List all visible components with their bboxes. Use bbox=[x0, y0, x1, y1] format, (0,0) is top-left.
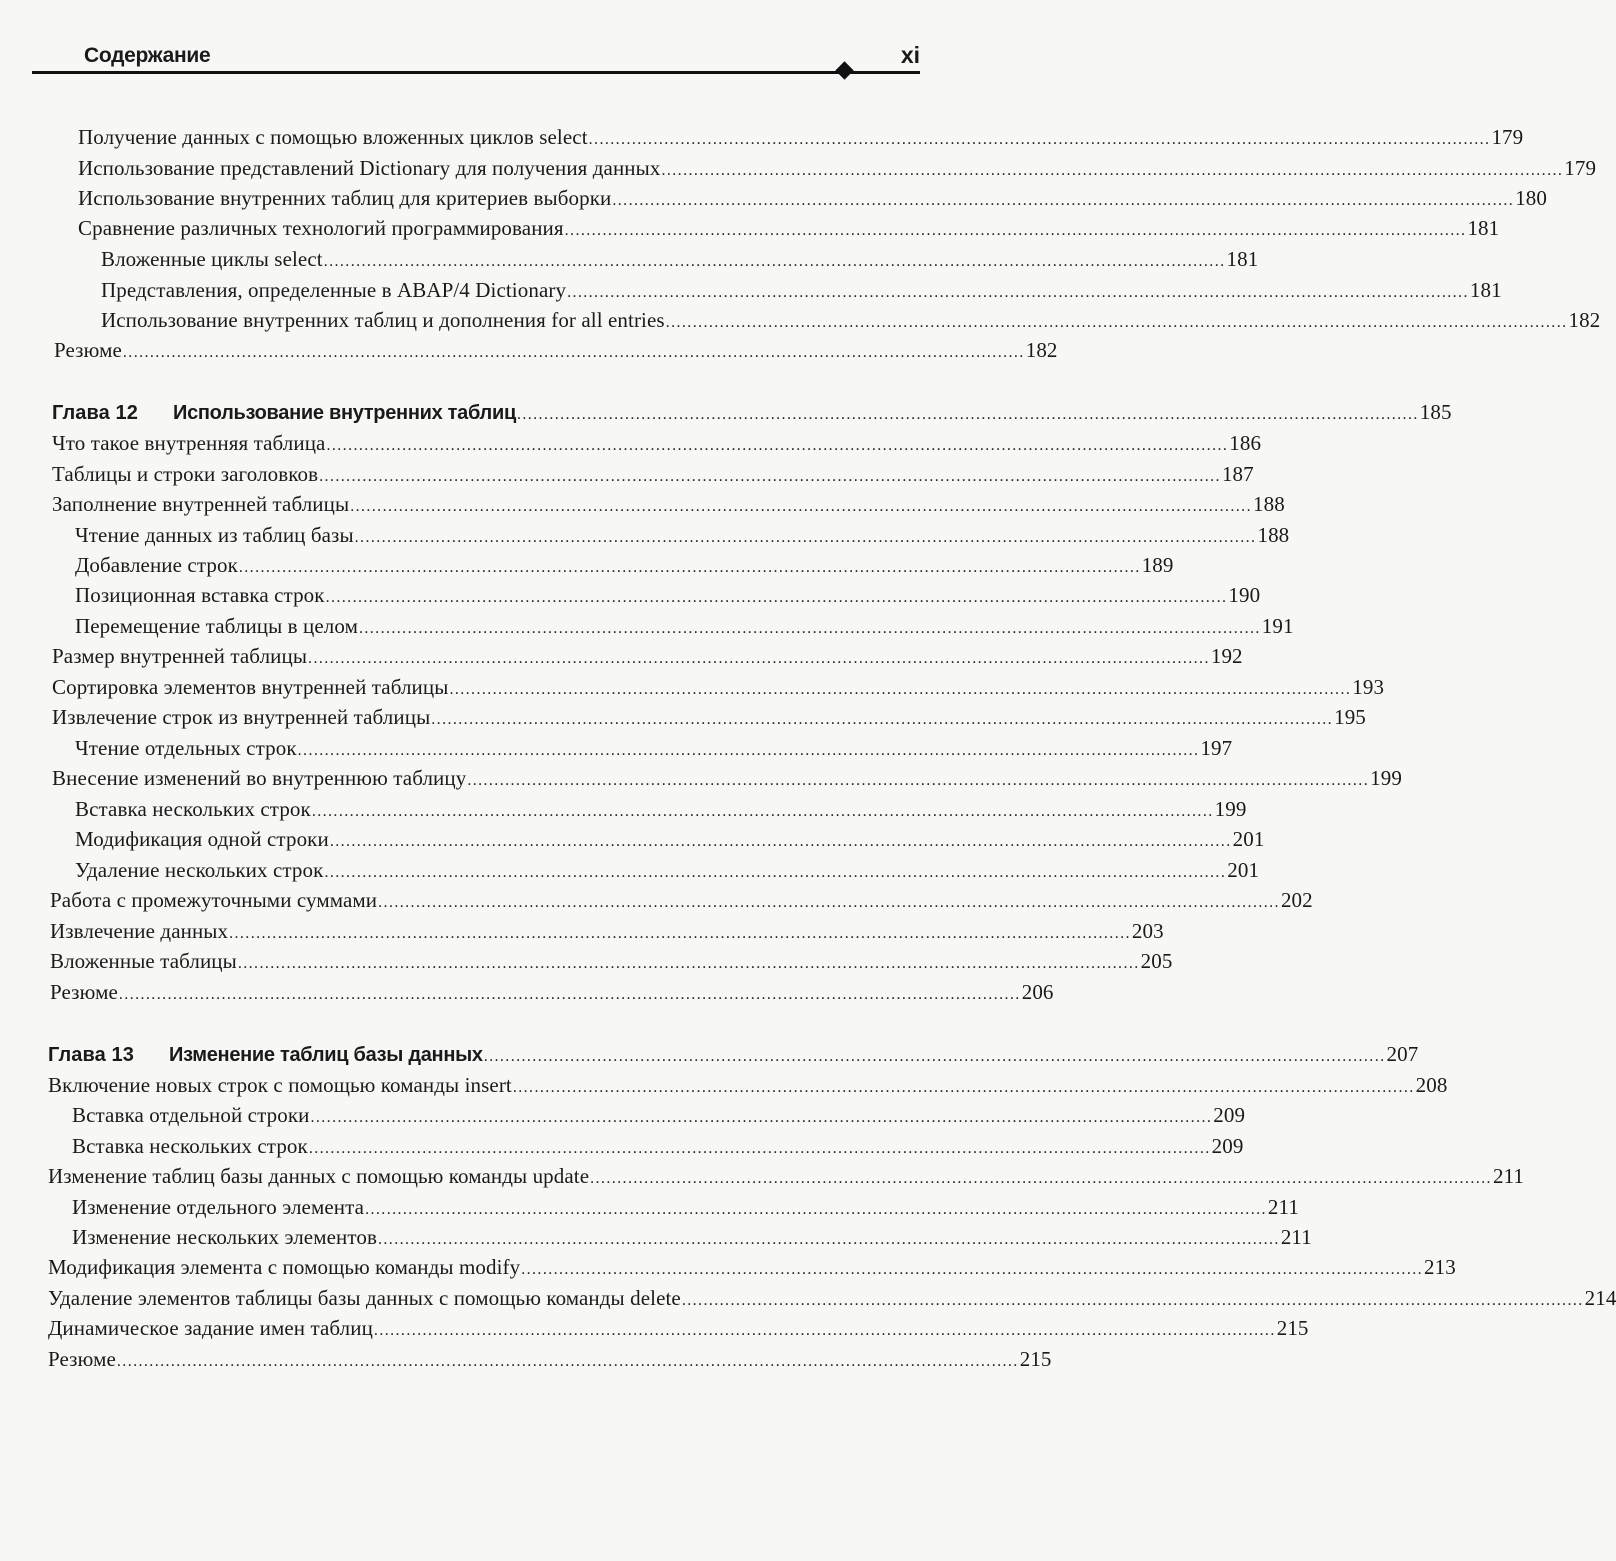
dot-leader: ....................................................................................................................................................................... bbox=[237, 955, 1140, 972]
toc-entry-page: 181 bbox=[1469, 278, 1502, 302]
toc-entry-title: Вложенные циклы select bbox=[101, 247, 323, 271]
toc-entry bbox=[52, 428, 1262, 458]
toc-entry-title: Удаление элементов таблицы базы данных с помощью команды delete bbox=[48, 1286, 681, 1310]
toc-entry-page: 213 bbox=[1424, 1255, 1456, 1279]
toc-entry bbox=[48, 1252, 1456, 1282]
toc-entry-page: 181 bbox=[1467, 216, 1500, 240]
chapter-number: Глава 13 bbox=[48, 1044, 134, 1066]
toc-entry bbox=[78, 183, 1547, 213]
toc-entry bbox=[50, 977, 1054, 1007]
toc-entry-page: 211 bbox=[1492, 1164, 1524, 1188]
dot-leader: ....................................................................................................................................................................... bbox=[449, 681, 1352, 698]
dot-leader: ....................................................................................................................................................................... bbox=[467, 772, 1370, 789]
toc-entry bbox=[78, 122, 1524, 152]
toc-entry-title: Изменение отдельного элемента bbox=[72, 1195, 365, 1219]
dot-leader: ....................................................................................................................................................................... bbox=[588, 131, 1491, 148]
toc-entry-title: Изменение таблиц базы данных с помощью команды update bbox=[48, 1164, 590, 1188]
toc-entry-title: Извлечение строк из внутренней таблицы bbox=[52, 705, 431, 729]
toc-entry-title: Использование представлений Dictionary для получения данных bbox=[78, 156, 661, 180]
dot-leader: ....................................................................................................................................................................... bbox=[308, 1140, 1211, 1157]
toc-entry-page: 182 bbox=[1025, 338, 1058, 362]
toc-entry-title: Изменение нескольких элементов bbox=[72, 1225, 377, 1249]
toc-entry-title: Перемещение таблицы в целом bbox=[75, 614, 358, 638]
toc-entry bbox=[48, 1283, 1616, 1313]
toc-entry-page: 193 bbox=[1352, 675, 1385, 699]
toc-entry-title: Резюме bbox=[54, 338, 122, 362]
toc-entry bbox=[72, 1222, 1312, 1252]
toc-entry-page: 199 bbox=[1370, 766, 1402, 790]
dot-leader: ....................................................................................................................................................................... bbox=[122, 344, 1025, 361]
toc-entry-page: 182 bbox=[1568, 308, 1601, 332]
dot-leader: ....................................................................................................................................................................... bbox=[116, 1353, 1019, 1370]
toc-entry-title: Динамическое задание имен таблиц bbox=[48, 1316, 373, 1340]
header-page-number: xi bbox=[900, 42, 920, 68]
toc-entry bbox=[75, 855, 1260, 885]
toc-entry bbox=[50, 946, 1173, 976]
toc-entry-page: 188 bbox=[1257, 523, 1290, 547]
dot-leader: ....................................................................................................................................................................... bbox=[681, 1292, 1584, 1309]
diamond-ornament-icon bbox=[835, 61, 853, 79]
toc-entry-title: Получение данных с помощью вложенных циклов select bbox=[78, 125, 588, 149]
dot-leader: ....................................................................................................................................................................... bbox=[310, 1109, 1213, 1126]
toc-entry-page: 208 bbox=[1415, 1073, 1448, 1097]
toc-entry bbox=[48, 1070, 1448, 1100]
toc-entry bbox=[52, 763, 1402, 793]
toc-entry bbox=[75, 733, 1233, 763]
toc-entry-page: 192 bbox=[1210, 644, 1243, 668]
dot-leader: ....................................................................................................................................................................... bbox=[326, 437, 1229, 454]
dot-leader: ....................................................................................................................................................................... bbox=[373, 1322, 1276, 1339]
toc-entry bbox=[52, 459, 1254, 489]
chapter-number: Глава 12 bbox=[52, 402, 138, 424]
dot-leader: ....................................................................................................................................................................... bbox=[521, 1261, 1424, 1278]
toc-entry bbox=[101, 305, 1601, 335]
toc-entry bbox=[48, 1313, 1309, 1343]
toc-entry-page: 186 bbox=[1229, 431, 1262, 455]
dot-leader: ....................................................................................................................................................................... bbox=[238, 559, 1141, 576]
toc-entry bbox=[50, 885, 1313, 915]
toc-entry-title: Сортировка элементов внутренней таблицы bbox=[52, 675, 449, 699]
toc-entry bbox=[75, 794, 1247, 824]
toc-entry-title: Работа с промежуточными суммами bbox=[50, 888, 378, 912]
toc-entry-title: Чтение отдельных строк bbox=[75, 736, 297, 760]
toc-entry bbox=[75, 580, 1261, 610]
toc-entry-title: Модификация элемента с помощью команды modify bbox=[48, 1255, 521, 1279]
toc-entry-page: 211 bbox=[1267, 1195, 1299, 1219]
toc-entry-title: Вложенные таблицы bbox=[50, 949, 237, 973]
toc-entry-title: Представления, определенные в ABAP/4 Dictionary bbox=[101, 278, 567, 302]
chapter-page: 207 bbox=[1386, 1042, 1419, 1066]
toc-entry bbox=[52, 489, 1285, 519]
toc-entry-title: Вставка нескольких строк bbox=[75, 797, 311, 821]
toc-entry-page: 195 bbox=[1334, 705, 1366, 729]
toc-entry-title: Позиционная вставка строк bbox=[75, 583, 325, 607]
toc-entry-title: Добавление строк bbox=[75, 553, 238, 577]
toc-entry-page: 179 bbox=[1564, 156, 1597, 180]
dot-leader: ....................................................................................................................................................................... bbox=[329, 833, 1232, 850]
toc-entry bbox=[78, 213, 1500, 243]
dot-leader: ....................................................................................................................................................................... bbox=[590, 1170, 1492, 1187]
dot-leader: ....................................................................................................................................................................... bbox=[324, 864, 1227, 881]
toc-entry-title: Резюме bbox=[50, 980, 118, 1004]
toc-entry-page: 209 bbox=[1211, 1134, 1244, 1158]
dot-leader: ....................................................................................................................................................................... bbox=[483, 1048, 1386, 1065]
toc-entry bbox=[75, 824, 1265, 854]
toc-entry-title: Использование внутренних таблиц для критериев выборки bbox=[78, 186, 612, 210]
dot-leader: ....................................................................................................................................................................... bbox=[354, 529, 1257, 546]
toc-entry-page: 206 bbox=[1021, 980, 1054, 1004]
dot-leader: ....................................................................................................................................................................... bbox=[665, 314, 1568, 331]
toc-entry-title: Таблицы и строки заголовков bbox=[52, 462, 319, 486]
dot-leader: ....................................................................................................................................................................... bbox=[431, 711, 1334, 728]
chapter-heading bbox=[48, 1039, 1419, 1071]
toc-entry-page: 191 bbox=[1261, 614, 1294, 638]
dot-leader: ....................................................................................................................................................................... bbox=[323, 253, 1226, 270]
toc-entry-page: 211 bbox=[1280, 1225, 1312, 1249]
chapter-page: 185 bbox=[1419, 400, 1452, 424]
toc-entry-title: Размер внутренней таблицы bbox=[52, 644, 308, 668]
toc-entry-page: 215 bbox=[1019, 1347, 1052, 1371]
toc-entry bbox=[48, 1344, 1052, 1374]
dot-leader: ....................................................................................................................................................................... bbox=[567, 284, 1469, 301]
header-rule bbox=[32, 71, 920, 74]
toc-entry bbox=[75, 550, 1174, 580]
toc-entry-page: 197 bbox=[1200, 736, 1233, 760]
toc-entry-page: 201 bbox=[1232, 827, 1265, 851]
dot-leader: ....................................................................................................................................................................... bbox=[311, 803, 1214, 820]
dot-leader: ....................................................................................................................................................................... bbox=[516, 406, 1419, 423]
dot-leader: ....................................................................................................................................................................... bbox=[358, 620, 1261, 637]
toc-entry-page: 201 bbox=[1227, 858, 1260, 882]
dot-leader: ....................................................................................................................................................................... bbox=[378, 1231, 1280, 1248]
dot-leader: ....................................................................................................................................................................... bbox=[325, 589, 1228, 606]
dot-leader: ....................................................................................................................................................................... bbox=[612, 192, 1515, 209]
toc-entry bbox=[48, 1161, 1524, 1191]
chapter-title: Использование внутренних таблиц bbox=[173, 402, 516, 424]
toc-entry-page: 203 bbox=[1131, 919, 1164, 943]
toc-entry-title: Внесение изменений во внутреннюю таблицу bbox=[52, 766, 467, 790]
toc-entry-title: Использование внутренних таблиц и дополнения for all entries bbox=[101, 308, 665, 332]
toc-entry bbox=[75, 611, 1294, 641]
dot-leader: ....................................................................................................................................................................... bbox=[350, 498, 1252, 515]
toc-entry bbox=[54, 335, 1058, 365]
toc-entry-title: Что такое внутренняя таблица bbox=[52, 431, 326, 455]
toc-entry-title: Резюме bbox=[48, 1347, 116, 1371]
toc-entry-page: 215 bbox=[1276, 1316, 1309, 1340]
toc-entry bbox=[78, 153, 1597, 183]
dot-leader: ....................................................................................................................................................................... bbox=[229, 925, 1131, 942]
toc-entry-title: Заполнение внутренней таблицы bbox=[52, 492, 350, 516]
toc-entry-page: 199 bbox=[1214, 797, 1247, 821]
toc-entry-title: Извлечение данных bbox=[50, 919, 229, 943]
dot-leader: ....................................................................................................................................................................... bbox=[661, 162, 1564, 179]
dot-leader: ....................................................................................................................................................................... bbox=[319, 468, 1221, 485]
toc-entry-page: 181 bbox=[1226, 247, 1259, 271]
toc-entry-page: 202 bbox=[1280, 888, 1313, 912]
toc-entry bbox=[72, 1131, 1244, 1161]
chapter-title: Изменение таблиц базы данных bbox=[169, 1044, 483, 1066]
dot-leader: ....................................................................................................................................................................... bbox=[365, 1201, 1267, 1218]
toc-entry-page: 187 bbox=[1221, 462, 1254, 486]
dot-leader: ....................................................................................................................................................................... bbox=[297, 742, 1200, 759]
toc-entry-title: Модификация одной строки bbox=[75, 827, 329, 851]
toc-entry-title: Вставка нескольких строк bbox=[72, 1134, 308, 1158]
toc-entry bbox=[52, 641, 1243, 671]
chapter-heading bbox=[52, 397, 1452, 429]
page-header bbox=[32, 40, 920, 80]
dot-leader: ....................................................................................................................................................................... bbox=[118, 986, 1021, 1003]
toc-entry-title: Включение новых строк с помощью команды insert bbox=[48, 1073, 512, 1097]
toc-entry bbox=[52, 672, 1385, 702]
toc-entry bbox=[52, 702, 1366, 732]
dot-leader: ....................................................................................................................................................................... bbox=[512, 1079, 1415, 1096]
toc-entry-title: Чтение данных из таблиц базы bbox=[75, 523, 354, 547]
toc-entry bbox=[101, 244, 1259, 274]
toc-entry-page: 180 bbox=[1515, 186, 1547, 210]
toc-entry-page: 188 bbox=[1253, 492, 1285, 516]
toc-entry-page: 189 bbox=[1141, 553, 1174, 577]
toc-entry-page: 209 bbox=[1213, 1103, 1246, 1127]
dot-leader: ....................................................................................................................................................................... bbox=[564, 222, 1467, 239]
toc-entry bbox=[72, 1192, 1299, 1222]
toc-entry-title: Удаление нескольких строк bbox=[75, 858, 324, 882]
toc-entry-page: 179 bbox=[1491, 125, 1524, 149]
dot-leader: ....................................................................................................................................................................... bbox=[308, 650, 1210, 667]
toc-entry-page: 205 bbox=[1140, 949, 1173, 973]
toc-entry-page: 190 bbox=[1228, 583, 1261, 607]
toc-entry bbox=[50, 916, 1164, 946]
toc-entry-title: Сравнение различных технологий программирования bbox=[78, 216, 564, 240]
toc-entry bbox=[101, 275, 1502, 305]
toc-entry bbox=[75, 520, 1290, 550]
toc-entry bbox=[72, 1100, 1246, 1130]
header-title: Содержание bbox=[84, 44, 211, 67]
dot-leader: ....................................................................................................................................................................... bbox=[378, 894, 1280, 911]
toc-entry-page: 214 bbox=[1584, 1286, 1616, 1310]
toc-entry-title: Вставка отдельной строки bbox=[72, 1103, 310, 1127]
